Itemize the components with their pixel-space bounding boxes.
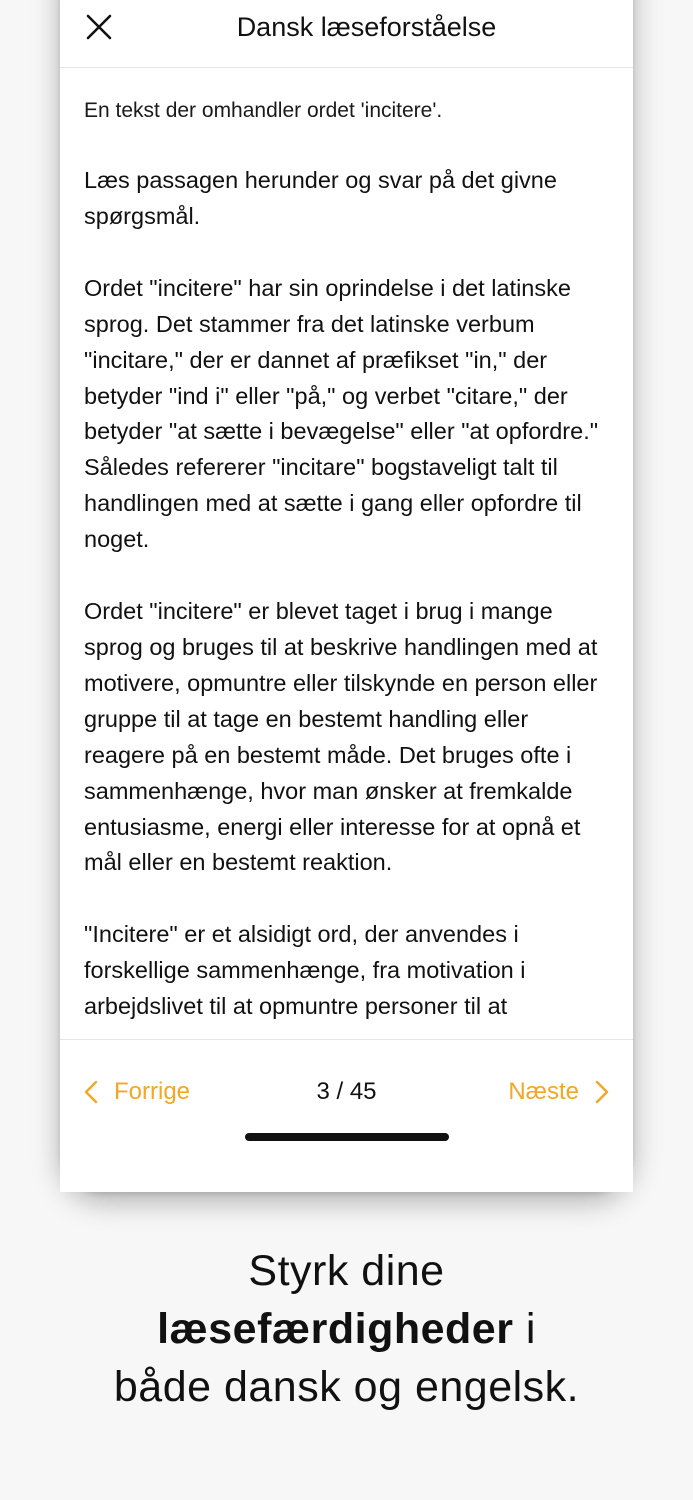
passage-paragraph-4: "Incitere" er et alsidigt ord, der anvendes i forskellige sammenhænge, fra motivation i arbejdslivet til at opmuntre personer til at	[84, 921, 526, 1020]
page-counter: 3 / 45	[316, 1078, 377, 1105]
page-title: Dansk læseforståelse	[236, 12, 497, 42]
marketing-caption	[0, 1242, 693, 1416]
close-button[interactable]	[82, 10, 116, 44]
next-label: Næste	[508, 1078, 579, 1105]
passage-paragraph-1: Læs passagen herunder og svar på det givne spørgsmål.	[84, 167, 557, 229]
previous-button[interactable]	[84, 1074, 190, 1110]
chevron-right-icon	[595, 1080, 609, 1104]
previous-label: Forrige	[114, 1078, 191, 1105]
passage-intro: En tekst der omhandler ordet 'incitere'.	[84, 99, 443, 122]
chevron-left-icon	[84, 1080, 98, 1104]
caption-line-2-rest: i	[513, 1305, 536, 1353]
caption-bold-word: læsefærdigheder	[157, 1305, 514, 1353]
passage-paragraph-2: Ordet "incitere" har sin oprindelse i det latinske sprog. Det stammer fra det latinske verbum "incitare," der er dannet af præfikset "in," der betyder "ind i" eller "på," og verbet "citare," der betyder "at sætte i bevægelse" eller "at opfordre." Således refererer "incitare" bogstaveligt talt til handlingen med at sætte i gang eller opfordre til noget.	[84, 274, 599, 553]
nav-header	[60, 0, 633, 68]
caption-line-1: Styrk dine	[248, 1247, 445, 1295]
next-button[interactable]	[508, 1074, 609, 1110]
pagination-bar	[60, 1039, 633, 1192]
caption-line-2	[0, 1300, 693, 1358]
home-indicator[interactable]	[245, 1133, 449, 1141]
phone-screen	[60, 0, 633, 1192]
caption-line-3: både dansk og engelsk.	[113, 1363, 580, 1411]
passage-paragraph-3: Ordet "incitere" er blevet taget i brug i mange sprog og bruges til at beskrive handlingen med at motivere, opmuntre eller tilskynde en person eller gruppe til at tage en bestemt handling eller reagere på en bestemt måde. Det bruges ofte i sammenhænge, hvor man ønsker at fremkalde entusiasme, energi eller interesse for at opnå et mål eller en bestemt reaktion.	[84, 598, 598, 876]
close-icon	[86, 14, 112, 40]
reading-passage[interactable]	[84, 96, 614, 1020]
